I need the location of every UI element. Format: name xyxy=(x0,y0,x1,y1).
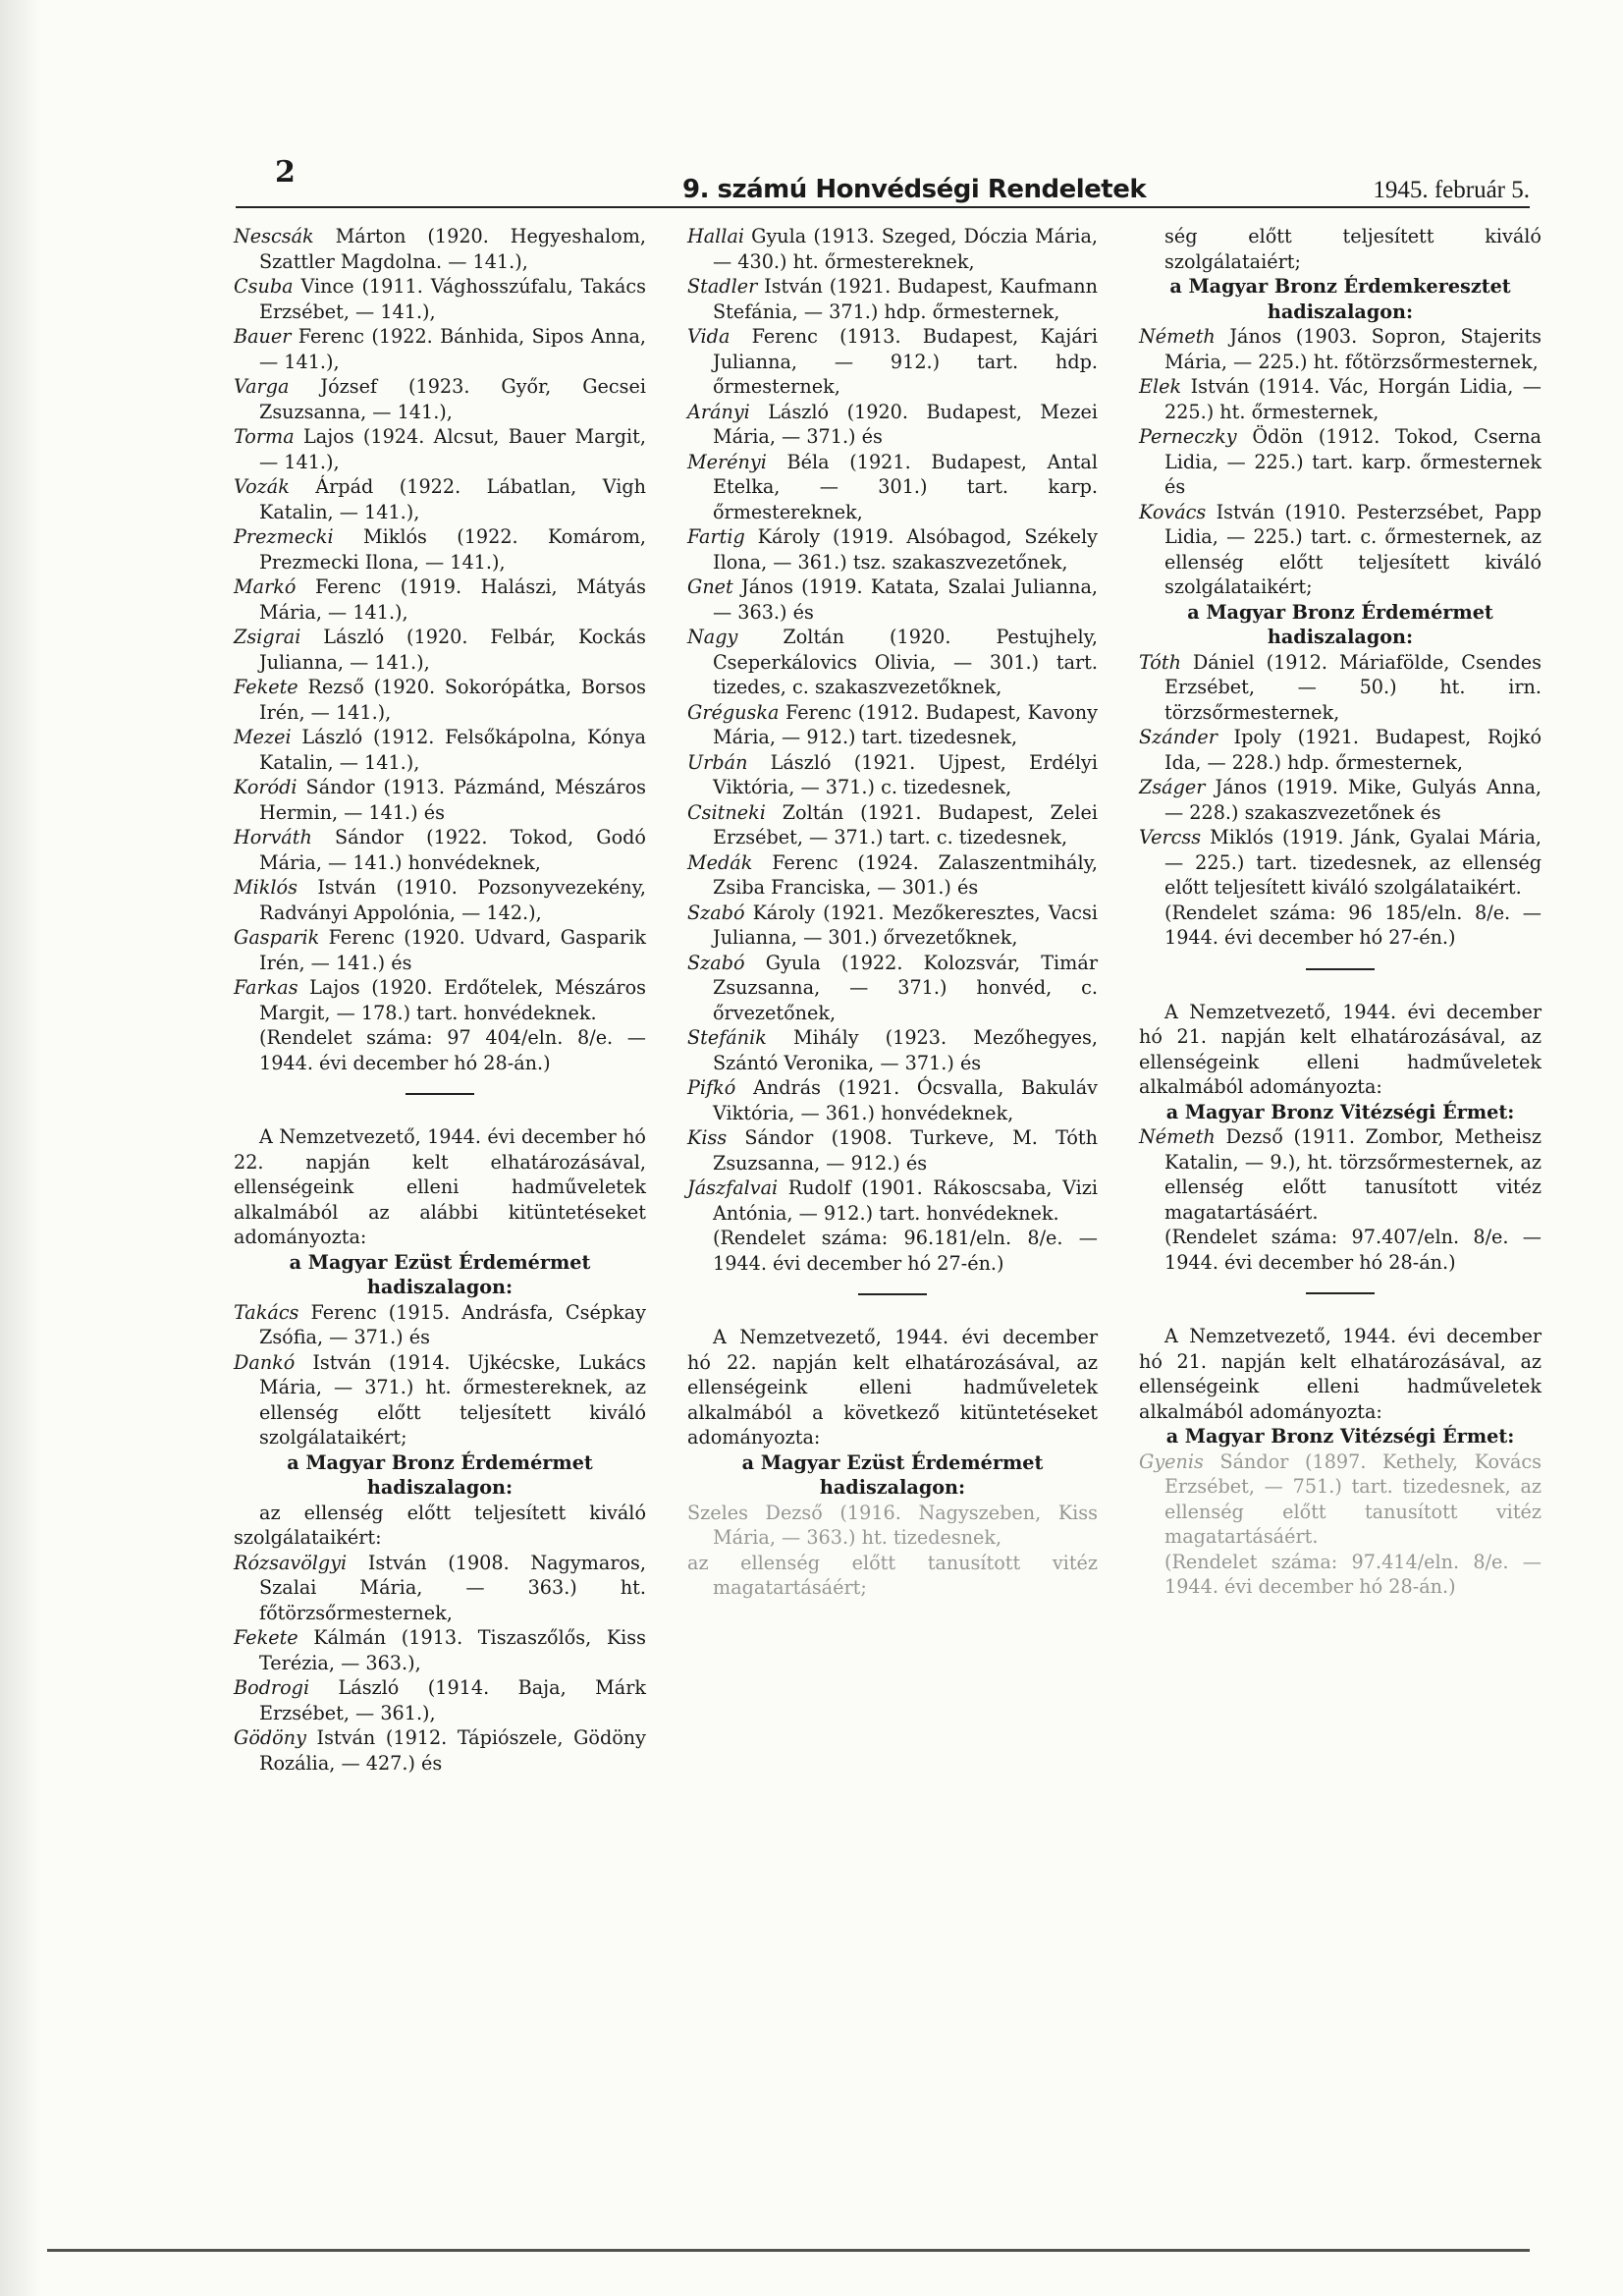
page-header xyxy=(236,155,1530,208)
entry-details: Dezső (1911. Zombor, Metheisz Katalin, — 9.), ht. törzsőrmesternek, az ellenség előtt tanusított vitéz magatartásáért. xyxy=(1164,1125,1542,1224)
entry-details: István (1908. Nagymaros, Szalai Mária, — 363.) ht. főtörzsőrmesternek, xyxy=(259,1551,646,1624)
award-entry xyxy=(1139,650,1542,726)
entry-details: Árpád (1922. Lábatlan, Vigh Katalin, — 141.), xyxy=(259,475,646,523)
entry-details: András (1921. Ócsvalla, Bakuláv Viktória, — 361.) honvédeknek, xyxy=(713,1076,1098,1124)
award-entry xyxy=(1139,1449,1542,1550)
award-entry xyxy=(234,775,646,825)
decoration-subtitle: hadiszalagon: xyxy=(366,1276,514,1298)
recipient-surname: Fartig xyxy=(687,525,745,548)
entry-details: Ferenc (1920. Udvard, Gasparik Irén, — 141.) és xyxy=(259,926,646,974)
award-entry xyxy=(687,274,1098,324)
award-entry xyxy=(234,725,646,775)
award-entry xyxy=(687,524,1098,574)
rendelet-note: (Rendelet száma: 97.407/eln. 8/e. — 1944. évi december hó 28-án.) xyxy=(1164,1226,1542,1274)
entry-details: László (1920. Felbár, Kockás Julianna, — 141.), xyxy=(259,626,646,674)
entry-details: István (1912. Tápiószele, Gödöny Rozália, — 427.) és xyxy=(259,1726,646,1775)
award-entry xyxy=(234,324,646,374)
entry-details: Vince (1911. Vághosszúfalu, Takács Erzsébet, — 141.), xyxy=(259,275,646,323)
recipient-surname: Jászfalvai xyxy=(687,1176,779,1199)
entry-details: Zoltán (1920. Pestujhely, Cseperkálovics Olivia, — 301.) tart. tizedes, c. szakaszvezetőknek, xyxy=(713,626,1098,698)
recipient-surname: Szánder xyxy=(1139,726,1217,748)
entry-details: Ferenc (1919. Halászi, Mátyás Mária, — 141.), xyxy=(259,575,646,624)
award-entry xyxy=(234,1300,646,1350)
rendelet-note: (Rendelet száma: 97 404/eln. 8/e. — 1944. évi december hó 28-án.) xyxy=(259,1026,646,1074)
award-entry xyxy=(687,750,1098,800)
entry-list xyxy=(1139,650,1542,901)
page-number: 2 xyxy=(275,155,296,190)
entry-list xyxy=(234,1300,646,1450)
recipient-surname: Perneczky xyxy=(1139,425,1237,448)
entry-details: Ferenc (1915. Andrásfa, Csépkay Zsófia, — 371.) és xyxy=(259,1300,646,1348)
recipient-surname: Csitneki xyxy=(687,800,766,824)
entry-details: Lajos (1920. Erdőtelek, Mészáros Margit, — 178.) tart. honvédeknek. xyxy=(259,976,646,1024)
award-entry xyxy=(234,975,646,1025)
faded-line: Szeles Dezső (1916. Nagyszeben, Kiss Mária, — 363.) ht. tizedesnek, xyxy=(687,1501,1098,1549)
recipient-surname: Prezmecki xyxy=(234,525,334,548)
award-entry xyxy=(687,574,1098,625)
entry-list xyxy=(687,224,1098,1226)
entry-details: Béla (1921. Budapest, Antal Etelka, — 301.) tart. karp. őrmestereknek, xyxy=(713,450,1098,523)
award-entry xyxy=(234,1625,646,1675)
entry-details: László (1921. Ujpest, Erdélyi Viktória, — 371.) c. tizedesnek, xyxy=(713,750,1098,798)
issue-date: 1945. február 5. xyxy=(1373,177,1530,203)
recipient-surname: Markó xyxy=(234,575,297,598)
recipient-surname: Hallai xyxy=(687,225,745,247)
recipient-surname: Gyenis xyxy=(1139,1449,1204,1473)
recipient-surname: Gréguska xyxy=(687,700,780,724)
decoration-title: a Magyar Bronz Érdemkeresztet xyxy=(1169,275,1511,298)
decoration-reason: az ellenség előtt teljesített kiváló szolgálataikért: xyxy=(234,1501,646,1549)
section-separator xyxy=(1306,968,1375,970)
recipient-surname: Bauer xyxy=(234,325,292,348)
entry-details: Márton (1920. Hegyeshalom, Szattler Magdolna. — 141.), xyxy=(259,225,646,273)
entry-details: László (1920. Budapest, Mezei Mária, — 371.) és xyxy=(713,400,1098,448)
award-entry xyxy=(687,450,1098,525)
recipient-surname: Kovács xyxy=(1139,500,1207,523)
recipient-surname: Stadler xyxy=(687,275,758,298)
recipient-surname: Vozák xyxy=(234,475,290,498)
award-entry xyxy=(234,374,646,424)
entry-details: Sándor (1913. Pázmánd, Mészáros Hermin, — 141.) és xyxy=(259,776,646,824)
entry-details: Károly (1919. Alsóbagod, Székely Ilona, — 361.) tsz. szakaszvezetőnek, xyxy=(713,525,1098,574)
award-entry xyxy=(234,1725,646,1776)
award-entry xyxy=(687,901,1098,951)
recipient-surname: Gnet xyxy=(687,575,733,598)
column-1 xyxy=(234,224,646,1776)
recipient-surname: Zsigrai xyxy=(234,626,301,648)
recipient-surname: Arányi xyxy=(687,400,750,423)
entry-details: Gyula (1922. Kolozsvár, Timár Zsuzsanna, — 371.) honvéd, c. őrvezetőnek, xyxy=(713,951,1098,1024)
entry-details: László (1914. Baja, Márk Erzsébet, — 361.), xyxy=(259,1676,646,1724)
entry-details: János (1919. Katata, Szalai Julianna, — 363.) és xyxy=(713,575,1098,624)
award-entry xyxy=(687,1075,1098,1125)
award-entry xyxy=(1139,1124,1542,1225)
award-entry xyxy=(687,1025,1098,1075)
award-entry xyxy=(1139,324,1542,374)
award-entry xyxy=(234,1551,646,1626)
recipient-surname: Mezei xyxy=(234,726,292,748)
decoration-subtitle: hadiszalagon: xyxy=(366,1476,514,1499)
section-intro: A Nemzetvezető, 1944. évi december hó 21. napján kelt elhatározásával, az ellenségeink elleni hadműveletek alkalmából adományozta: xyxy=(1139,1325,1542,1423)
award-entry xyxy=(234,1675,646,1725)
award-entry xyxy=(687,400,1098,450)
recipient-surname: Fekete xyxy=(234,676,298,698)
entry-details: Mihály (1923. Mezőhegyes, Szántó Veronika, — 371.) és xyxy=(713,1026,1098,1074)
entry-details: Dániel (1912. Máriafölde, Csendes Erzsébet, — 50.) ht. irn. törzsőrmesternek, xyxy=(1164,650,1542,724)
recipient-surname: Tóth xyxy=(1139,650,1181,674)
decoration-title: a Magyar Bronz Érdemérmet xyxy=(287,1450,593,1474)
award-entry xyxy=(1139,374,1542,424)
entry-details: Sándor (1897. Kethely, Kovács Erzsébet, — 751.) tart. tizedesnek, az ellenség előtt tanusított vitéz magatartásáért. xyxy=(1164,1449,1542,1548)
recipient-surname: Elek xyxy=(1139,375,1182,398)
faded-line: az ellenség előtt tanusított vitéz magatartásáért; xyxy=(687,1551,1098,1599)
award-entry xyxy=(234,224,646,274)
entry-details: Rudolf (1901. Rákoscsaba, Vizi Antónia, — 912.) tart. honvédeknek. xyxy=(713,1176,1098,1225)
award-entry xyxy=(234,424,646,474)
decoration-title: a Magyar Ezüst Érdemérmet xyxy=(741,1450,1044,1474)
entry-details: István (1910. Pozsonyvezekény, Radványi Appolónia, — 142.), xyxy=(259,876,646,924)
entry-details: Miklós (1919. Jánk, Gyalai Mária, — 225.) tart. tizedesnek, az ellenség előtt teljesített kiváló szolgálataikért. xyxy=(1164,826,1542,899)
recipient-surname: Nescsák xyxy=(234,225,314,247)
award-entry xyxy=(1139,725,1542,775)
award-entry xyxy=(687,625,1098,700)
recipient-surname: Stefánik xyxy=(687,1026,767,1049)
entry-details: László (1912. Felsőkápolna, Kónya Katalin, — 141.), xyxy=(259,726,646,774)
entry-details: Sándor (1908. Turkeve, M. Tóth Zsuzsanna, — 912.) és xyxy=(713,1126,1098,1175)
decoration-title: a Magyar Bronz Érdemérmet xyxy=(1187,600,1493,624)
entry-details: Zoltán (1921. Budapest, Zelei Erzsébet, — 371.) tart. c. tizedesnek, xyxy=(713,800,1098,848)
rendelet-note: (Rendelet száma: 97.414/eln. 8/e. — 1944. évi december hó 28-án.) xyxy=(1164,1550,1542,1598)
entry-details: Lajos (1924. Alcsut, Bauer Margit, — 141.), xyxy=(259,425,646,473)
entry-details: István (1914. Ujkécske, Lukács Mária, — 371.) ht. őrmestereknek, az ellenség előtt teljesített kiváló szolgálataikért; xyxy=(259,1350,646,1449)
award-entry xyxy=(1139,424,1542,500)
recipient-surname: Zságer xyxy=(1139,776,1206,798)
award-entry xyxy=(234,925,646,975)
decoration-subtitle: hadiszalagon: xyxy=(1267,300,1414,323)
recipient-surname: Gasparik xyxy=(234,926,320,949)
section-separator xyxy=(858,1293,927,1295)
recipient-surname: Szabó xyxy=(687,901,745,924)
recipient-surname: Torma xyxy=(234,425,295,448)
award-entry xyxy=(234,524,646,574)
entry-list xyxy=(234,224,646,1025)
award-entry xyxy=(687,850,1098,901)
recipient-surname: Csuba xyxy=(234,275,294,298)
recipient-surname: Takács xyxy=(234,1300,299,1324)
recipient-surname: Kiss xyxy=(687,1126,728,1149)
recipient-surname: Pifkó xyxy=(687,1076,736,1099)
award-entry xyxy=(687,800,1098,850)
entry-details: Ödön (1912. Tokod, Cserna Lidia, — 225.) tart. karp. őrmesternek és xyxy=(1164,425,1542,498)
entry-details: Károly (1921. Mezőkeresztes, Vacsi Julianna, — 301.) őrvezetőknek, xyxy=(713,901,1098,949)
entry-details: József (1923. Győr, Gecsei Zsuzsanna, — 141.), xyxy=(259,375,646,423)
award-entry xyxy=(1139,825,1542,901)
entry-list xyxy=(234,1551,646,1777)
recipient-surname: Miklós xyxy=(234,876,298,899)
entry-details: Ipoly (1921. Budapest, Rojkó Ida, — 228.) hdp. őrmesternek, xyxy=(1164,726,1542,774)
recipient-surname: Németh xyxy=(1139,1125,1216,1148)
recipient-surname: Varga xyxy=(234,375,290,398)
publication-title: 9. számú Honvédségi Rendeletek xyxy=(682,175,1147,204)
rendelet-note: (Rendelet száma: 96 185/eln. 8/e. — 1944. évi december hó 27-én.) xyxy=(1164,901,1542,949)
recipient-surname: Koródi xyxy=(234,776,298,798)
award-entry xyxy=(1139,500,1542,600)
entry-details: Ferenc (1924. Zalaszentmihály, Zsiba Franciska, — 301.) és xyxy=(713,850,1098,899)
section-intro: A Nemzetvezető, 1944. évi december hó 22. napján kelt elhatározásával, az ellenségeink elleni hadműveletek alkalmából a következő kitüntetéseket adományozta: xyxy=(687,1326,1098,1449)
award-entry xyxy=(234,675,646,725)
entry-details: Ferenc (1912. Budapest, Kavony Mária, — 912.) tart. tizedesnek, xyxy=(713,700,1098,748)
recipient-surname: Nagy xyxy=(687,626,738,648)
section-intro: A Nemzetvezető, 1944. évi december hó 21. napján kelt elhatározásával, az ellenségeink elleni hadműveletek alkalmából adományozta: xyxy=(1139,1000,1542,1098)
recipient-surname: Horváth xyxy=(234,826,312,848)
decoration-title: a Magyar Ezüst Érdemérmet xyxy=(289,1250,591,1274)
decoration-title: a Magyar Bronz Vitézségi Érmet: xyxy=(1165,1100,1515,1123)
recipient-surname: Vida xyxy=(687,325,730,348)
entry-details: István (1910. Pesterzsébet, Papp Lidia, — 225.) tart. c. őrmesternek, az ellenség előtt teljesített kiváló szolgálataikért; xyxy=(1164,500,1542,598)
continued-text: ség előtt teljesített kiváló szolgálataiért; xyxy=(1164,225,1542,273)
award-entry xyxy=(234,1350,646,1450)
column-3 xyxy=(1139,224,1542,1600)
award-entry xyxy=(234,574,646,625)
entry-list xyxy=(1139,1449,1542,1550)
award-entry xyxy=(687,1125,1098,1175)
entry-details: István (1914. Vác, Horgán Lidia, — 225.) ht. őrmesternek, xyxy=(1164,375,1542,423)
recipient-surname: Merényi xyxy=(687,450,767,473)
section-separator xyxy=(406,1093,474,1095)
recipient-surname: Vercss xyxy=(1139,826,1202,848)
entry-details: István (1921. Budapest, Kaufmann Stefánia, — 371.) hdp. őrmesternek, xyxy=(713,275,1098,323)
faded-text-block xyxy=(1139,1449,1542,1600)
section-intro: A Nemzetvezető, 1944. évi december hó 22. napján kelt elhatározásával, ellenségeink elleni hadműveletek alkalmából az alábbi kitüntetéseket adományozta: xyxy=(234,1125,646,1248)
award-entry xyxy=(234,474,646,524)
recipient-surname: Dankó xyxy=(234,1350,296,1374)
award-entry xyxy=(687,324,1098,400)
entry-details: Sándor (1922. Tokod, Godó Mária, — 141.) honvédeknek, xyxy=(259,826,646,874)
entry-details: Gyula (1913. Szeged, Dóczia Mária, — 430.) ht. őrmestereknek, xyxy=(713,225,1098,273)
award-entry xyxy=(1139,775,1542,825)
entry-details: János (1903. Sopron, Stajerits Mária, — 225.) ht. főtörzsőrmesternek, xyxy=(1164,325,1542,373)
section-separator xyxy=(1306,1292,1375,1294)
entry-details: Rezső (1920. Sokorópátka, Borsos Irén, — 141.), xyxy=(259,676,646,724)
award-entry xyxy=(687,224,1098,274)
page-bottom-rule xyxy=(47,2249,1530,2252)
column-2 xyxy=(687,224,1098,1601)
award-entry xyxy=(234,825,646,875)
entry-details: Miklós (1922. Komárom, Prezmecki Ilona, — 141.), xyxy=(259,525,646,574)
award-entry xyxy=(234,875,646,925)
entry-details: Ferenc (1913. Budapest, Kajári Julianna, — 912.) tart. hdp. őrmesternek, xyxy=(713,325,1098,398)
faded-text-block xyxy=(687,1501,1098,1601)
entry-details: Ferenc (1922. Bánhida, Sipos Anna, — 141.), xyxy=(259,325,646,373)
award-entry xyxy=(234,274,646,324)
recipient-surname: Németh xyxy=(1139,325,1216,348)
recipient-surname: Farkas xyxy=(234,976,298,999)
recipient-surname: Szabó xyxy=(687,951,745,974)
recipient-surname: Urbán xyxy=(687,750,748,774)
decoration-subtitle: hadiszalagon: xyxy=(819,1476,966,1499)
decoration-title: a Magyar Bronz Vitézségi Érmet: xyxy=(1165,1425,1515,1448)
entry-list xyxy=(1139,1124,1542,1225)
recipient-surname: Medák xyxy=(687,850,753,874)
recipient-surname: Fekete xyxy=(234,1626,298,1649)
decoration-subtitle: hadiszalagon: xyxy=(1267,626,1414,648)
recipient-surname: Gödöny xyxy=(234,1726,306,1749)
scan-binding-shadow xyxy=(0,0,41,2296)
entry-list xyxy=(1139,324,1542,600)
rendelet-note: (Rendelet száma: 96.181/eln. 8/e. — 1944. évi december hó 27-én.) xyxy=(713,1227,1098,1275)
recipient-surname: Bodrogi xyxy=(234,1676,310,1699)
recipient-surname: Rózsavölgyi xyxy=(234,1551,348,1574)
award-entry xyxy=(687,700,1098,750)
award-entry xyxy=(234,625,646,675)
entry-details: János (1919. Mike, Gulyás Anna, — 228.) szakaszvezetőnek és xyxy=(1164,776,1542,824)
award-entry xyxy=(687,1175,1098,1226)
entry-details: Kálmán (1913. Tiszaszőlős, Kiss Terézia, — 363.), xyxy=(259,1626,646,1674)
award-entry xyxy=(687,951,1098,1026)
